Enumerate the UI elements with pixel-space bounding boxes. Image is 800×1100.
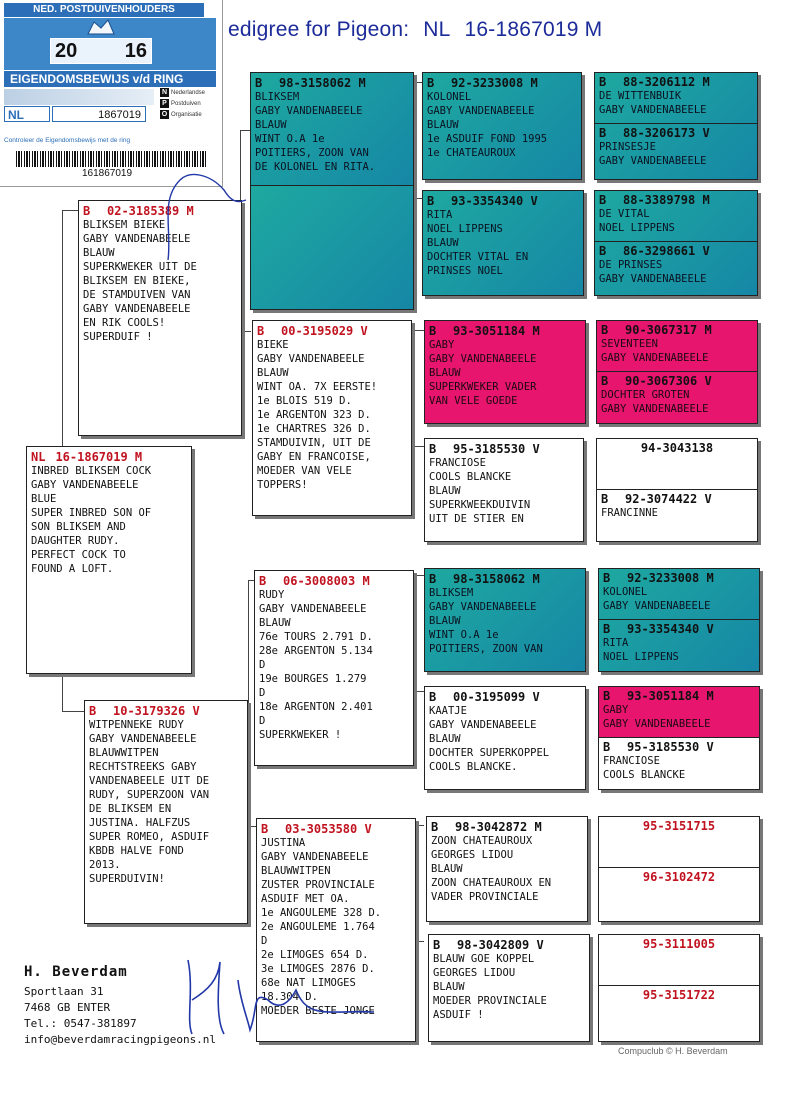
info-line: RUDY, SUPERZOON VAN xyxy=(89,789,210,801)
info-line: STAMDUIVIN, UIT DE xyxy=(257,437,371,449)
ring-number: 98-3042809 V xyxy=(457,938,544,952)
breeder-phone: Tel.: 0547-381897 xyxy=(24,1017,137,1030)
ring-number: 88-3206112 M xyxy=(623,75,710,89)
info-line: VAN VELE GOEDE xyxy=(429,395,518,407)
sex-label: B xyxy=(603,571,611,585)
info-line: GABY VANDENABEELE xyxy=(261,851,369,863)
info-line: MOEDER VAN VELE xyxy=(257,465,352,477)
info-line: 1e CHATEAUROUX xyxy=(427,147,516,159)
info-line: RUDY xyxy=(259,589,285,601)
info-line: D xyxy=(259,659,266,671)
info-line: BLIKSEM BIEKE xyxy=(83,219,166,231)
info-line: BLAUW GOE KOPPEL xyxy=(433,953,535,965)
sex-label: B xyxy=(603,689,611,703)
info-line: 2e ANGOULEME 1.764 xyxy=(261,921,375,933)
info-line: GABY VANDENABEELE xyxy=(89,733,197,745)
info-line: PRINSES NOEL xyxy=(427,265,503,277)
info-line: ZOON CHATEAUROUX xyxy=(431,835,533,847)
info-line: DOCHTER VITAL EN xyxy=(427,251,529,263)
info-line: SEVENTEEN xyxy=(601,338,658,350)
info-line: DE BLIKSEM EN xyxy=(89,803,172,815)
info-line: 1e ANGOULEME 328 D. xyxy=(261,907,382,919)
sex-label: B xyxy=(259,574,267,588)
ring-number: 93-3051184 M xyxy=(453,324,540,338)
info-line: EN RIK COOLS! xyxy=(83,317,166,329)
info-line: BLAUW xyxy=(429,733,461,745)
sex-label: B xyxy=(261,822,269,836)
info-line: GABY VANDENABEELE xyxy=(603,718,711,730)
connector xyxy=(414,575,424,692)
ggp-box xyxy=(422,72,582,180)
g4-pair-box xyxy=(596,320,758,424)
info-line: GABY VANDENABEELE xyxy=(83,233,191,245)
info-line: SUPERKWEKER UIT DE xyxy=(83,261,197,273)
ring-number: 95-3111005 xyxy=(642,937,716,951)
sex-label: B xyxy=(599,75,607,89)
info-line: BLIKSEM xyxy=(255,91,300,103)
g4-pair-box xyxy=(594,72,758,180)
card-ring-number: 1867019 xyxy=(52,106,146,122)
ownership-card xyxy=(0,0,223,187)
info-line: DE PRINSES xyxy=(599,259,663,271)
g4-pair-box xyxy=(598,816,760,922)
info-line: FOUND A LOFT. xyxy=(31,563,114,575)
ring-number: 95-3185530 V xyxy=(453,442,540,456)
g4-pair-box xyxy=(596,438,758,542)
info-line: 19e BOURGES 1.279 xyxy=(259,673,367,685)
info-line: JUSTINA xyxy=(261,837,306,849)
info-line: JUSTINA. HALFZUS xyxy=(89,817,191,829)
info-line: BLAUW xyxy=(433,981,465,993)
ggp-box xyxy=(426,816,588,922)
sex-label: NL xyxy=(31,450,46,464)
lion-emblem-icon xyxy=(84,16,118,38)
info-line: D xyxy=(259,715,266,727)
ring-number: 98-3158062 M xyxy=(279,76,366,90)
breeder-street: Sportlaan 31 xyxy=(24,985,104,998)
teal-filler xyxy=(250,186,414,310)
info-line: PERFECT COCK TO xyxy=(31,549,126,561)
sex-label: B xyxy=(89,704,97,718)
info-line: BLAUW xyxy=(427,237,459,249)
breeder-name: H. Beverdam xyxy=(24,964,128,980)
g4-pair-box xyxy=(598,686,760,790)
sex-label: B xyxy=(427,194,435,208)
info-line: COOLS BLANCKE xyxy=(603,769,686,781)
info-line: RITA xyxy=(603,637,629,649)
info-line: 28e ARGENTON 5.134 xyxy=(259,645,373,657)
info-line: GABY VANDENABEELE xyxy=(83,303,191,315)
sex-label: B xyxy=(599,244,607,258)
npo-line-1: Nederlandse xyxy=(171,90,206,96)
sex-label: B xyxy=(429,324,437,338)
info-line: 18e ARGENTON 2.401 xyxy=(259,701,373,713)
info-line: 2013. xyxy=(89,859,121,871)
info-line: ASDUIF ! xyxy=(433,1009,484,1021)
granddam-paternal-box xyxy=(252,320,412,516)
ring-number: 93-3354340 V xyxy=(451,194,538,208)
page-title xyxy=(228,18,616,42)
sex-label: B xyxy=(83,204,91,218)
ring-number: 93-3051184 M xyxy=(627,689,714,703)
info-line: FRANCINNE xyxy=(601,507,658,519)
info-line: WITPENNEKE RUDY xyxy=(89,719,184,731)
info-line: DE KOLONEL EN RITA. xyxy=(255,161,376,173)
info-line: BLUE xyxy=(31,493,57,505)
info-line: SON BLIKSEM AND xyxy=(31,521,126,533)
card-eigendom: EIGENDOMSBEWIJS v/d RING xyxy=(4,71,216,87)
ring-number: 90-3067306 V xyxy=(625,374,712,388)
info-line: 18.304 D. xyxy=(261,991,318,1003)
card-country: NL xyxy=(4,106,50,122)
title-ring: 16-1867019 M xyxy=(464,18,603,41)
info-line: MOEDER BESTE JONGE xyxy=(261,1005,375,1017)
info-line: UIT DE STIER EN xyxy=(429,513,524,525)
info-line: BLAUW xyxy=(257,367,289,379)
info-line: WINT OA. 7X EERSTE! xyxy=(257,381,378,393)
info-line: BLAUW xyxy=(427,119,459,131)
breeder-city: 7468 GB ENTER xyxy=(24,1001,111,1014)
sex-label: B xyxy=(603,622,611,636)
ring-number: 90-3067317 M xyxy=(625,323,712,337)
info-line: GABY EN FRANCOISE, xyxy=(257,451,371,463)
card-strip xyxy=(4,89,154,105)
info-line: VADER PROVINCIALE xyxy=(431,891,539,903)
sex-label: B xyxy=(429,690,437,704)
info-line: SUPERDUIF ! xyxy=(83,331,153,343)
info-line: DE WITTENBUIK xyxy=(599,90,682,102)
info-line: ASDUIF MET OA. xyxy=(261,893,350,905)
ring-number: 92-3233008 M xyxy=(627,571,714,585)
grandsire-paternal-box xyxy=(250,72,414,186)
info-line: BLAUW xyxy=(429,367,461,379)
info-line: 68e NAT LIMOGES xyxy=(261,977,356,989)
info-line: RITA xyxy=(427,209,453,221)
sex-label: B xyxy=(427,76,435,90)
info-line: DAUGHTER RUDY. xyxy=(31,535,120,547)
info-line: 2e LIMOGES 654 D. xyxy=(261,949,369,961)
ggp-box xyxy=(424,438,584,542)
ring-number: 94-3043138 xyxy=(640,441,714,455)
info-line: TOPPERS! xyxy=(257,479,308,491)
info-line: 76e TOURS 2.791 D. xyxy=(259,631,373,643)
info-line: GABY VANDENABEELE xyxy=(257,353,365,365)
info-line: GABY VANDENABEELE xyxy=(429,353,537,365)
footer-credit: Compuclub © H. Beverdam xyxy=(618,1046,728,1056)
info-line: NOEL LIPPENS xyxy=(599,222,675,234)
breeder-email: info@beverdamracingpigeons.nl xyxy=(24,1033,217,1046)
ring-number: 95-3151715 xyxy=(642,819,716,833)
sex-label: B xyxy=(255,76,263,90)
sex-label: B xyxy=(601,374,609,388)
npo-logo: N Nederlandse P Postduiven O Organisatie xyxy=(161,89,206,118)
info-line: GABY VANDENABEELE xyxy=(259,603,367,615)
ring-number: 10-3179326 V xyxy=(113,704,200,718)
info-line: BLIKSEM EN BIEKE, xyxy=(83,275,191,287)
sex-label: B xyxy=(429,572,437,586)
info-line: GEORGES LIDOU xyxy=(433,967,516,979)
sex-label: B xyxy=(603,740,611,754)
ring-number: 93-3354340 V xyxy=(627,622,714,636)
info-line: GEORGES LIDOU xyxy=(431,849,514,861)
ring-number: 95-3151722 xyxy=(642,988,716,1002)
sex-label: B xyxy=(601,492,609,506)
npo-line-2: Postduiven xyxy=(171,101,201,107)
info-line: ZUSTER PROVINCIALE xyxy=(261,879,375,891)
ggp-box xyxy=(424,686,586,790)
info-line: DOCHTER SUPERKOPPEL xyxy=(429,747,550,759)
info-line: BIEKE xyxy=(257,339,289,351)
info-line: SUPERKWEKER ! xyxy=(259,729,342,741)
info-line: WINT O.A 1e xyxy=(429,629,499,641)
info-line: 1e CHARTRES 326 D. xyxy=(257,423,371,435)
info-line: GABY VANDENABEELE xyxy=(599,104,707,116)
info-line: BLIKSEM xyxy=(429,587,474,599)
info-line: BLAUW xyxy=(431,863,463,875)
info-line: WINT O.A 1e xyxy=(255,133,325,145)
info-line: DOCHTER GROTEN xyxy=(601,389,690,401)
info-line: GABY VANDENABEELE xyxy=(427,105,535,117)
info-line: DE STAMDUIVEN VAN xyxy=(83,289,191,301)
info-line: BLAUW xyxy=(83,247,115,259)
info-line: COOLS BLANCKE xyxy=(429,471,512,483)
ring-number: 98-3158062 M xyxy=(453,572,540,586)
info-line: NOEL LIPPENS xyxy=(427,223,503,235)
grandsire-maternal-box xyxy=(254,570,414,766)
info-line: NOEL LIPPENS xyxy=(603,651,679,663)
info-line: SUPER ROMEO, ASDUIF xyxy=(89,831,210,843)
info-line: GABY VANDENABEELE xyxy=(429,601,537,613)
g4-pair-box xyxy=(598,568,760,672)
info-line: GABY VANDENABEELE xyxy=(601,352,709,364)
ring-number: 00-3195029 V xyxy=(281,324,368,338)
connector xyxy=(414,330,424,447)
card-organisation: NED. POSTDUIVENHOUDERS xyxy=(4,3,204,17)
info-line: KOLONEL xyxy=(603,586,648,598)
sex-label: B xyxy=(599,193,607,207)
ring-number: 06-3008003 M xyxy=(283,574,370,588)
barcode-number: 161867019 xyxy=(82,168,133,179)
ring-number: 00-3195099 V xyxy=(453,690,540,704)
ggp-box xyxy=(422,190,584,296)
sex-label: B xyxy=(601,323,609,337)
dam-box xyxy=(84,700,248,924)
info-line: COOLS BLANCKE. xyxy=(429,761,518,773)
g4-pair-box xyxy=(594,190,758,296)
ring-number: 16-1867019 M xyxy=(55,450,143,464)
ring-number: 95-3185530 V xyxy=(627,740,714,754)
sex-label: B xyxy=(599,126,607,140)
ggp-box xyxy=(424,320,586,424)
sex-label: B xyxy=(431,820,439,834)
info-line: POITIERS, ZOON VAN xyxy=(255,147,369,159)
ring-number: 88-3206173 V xyxy=(623,126,710,140)
info-line: BLAUWWITPEN xyxy=(89,747,159,759)
info-line: GABY VANDENABEELE xyxy=(601,403,709,415)
ring-number: 86-3298661 V xyxy=(623,244,710,258)
card-control-text: Controleer de Eigendomsbewijs met de ring xyxy=(4,137,131,144)
sex-label: B xyxy=(257,324,265,338)
ring-number: 92-3233008 M xyxy=(451,76,538,90)
info-line: D xyxy=(259,687,266,699)
info-line: D xyxy=(261,935,268,947)
info-line: GABY VANDENABEELE xyxy=(599,155,707,167)
info-line: SUPERKWEKER VADER xyxy=(429,381,537,393)
sex-label: B xyxy=(429,442,437,456)
info-line: FRANCIOSE xyxy=(603,755,660,767)
pen-scribble xyxy=(150,160,250,270)
info-line: SUPERDUIVIN! xyxy=(89,873,165,885)
signature xyxy=(178,950,388,1040)
card-year xyxy=(50,38,152,64)
ring-number: 02-3185389 M xyxy=(107,204,194,218)
info-line: BLAUWWITPEN xyxy=(261,865,331,877)
info-line: GABY VANDENABEELE xyxy=(603,600,711,612)
info-line: GABY VANDENABEELE xyxy=(31,479,139,491)
info-line: PRINSESJE xyxy=(599,141,656,153)
info-line: 1e ASDUIF FOND 1995 xyxy=(427,133,548,145)
npo-line-3: Organisatie xyxy=(171,112,202,118)
info-line: BLAUW xyxy=(255,119,287,131)
ring-number: 98-3042872 M xyxy=(455,820,542,834)
ggp-box xyxy=(424,568,586,672)
info-line: BLAUW xyxy=(429,485,461,497)
title-country: NL xyxy=(423,18,451,41)
info-line: GABY VANDENABEELE xyxy=(429,719,537,731)
ring-number: 03-3053580 V xyxy=(285,822,372,836)
ring-number: 88-3389798 M xyxy=(623,193,710,207)
ring-number: 96-3102472 xyxy=(642,870,716,884)
info-line: 1e BLOIS 519 D. xyxy=(257,395,352,407)
ggp-box xyxy=(428,934,590,1042)
info-line: KBDB HALVE FOND xyxy=(89,845,184,857)
pigeon-box xyxy=(26,446,192,674)
info-line: KOLONEL xyxy=(427,91,472,103)
info-line: BLAUW xyxy=(259,617,291,629)
info-line: POITIERS, ZOON VAN xyxy=(429,643,543,655)
year-right: 16 xyxy=(124,40,147,62)
ring-number: 92-3074422 V xyxy=(625,492,712,506)
year-left: 20 xyxy=(55,40,78,62)
info-line: SUPER INBRED SON OF xyxy=(31,507,152,519)
info-line: ZOON CHATEAUROUX EN xyxy=(431,877,552,889)
info-line: KAATJE xyxy=(429,705,467,717)
info-line: MOEDER PROVINCIALE xyxy=(433,995,547,1007)
info-line: RECHTSTREEKS GABY xyxy=(89,761,197,773)
g4-pair-box xyxy=(598,934,760,1042)
title-prefix: edigree for Pigeon: xyxy=(228,18,410,41)
info-line: GABY xyxy=(603,704,629,716)
info-line: 3e LIMOGES 2876 D. xyxy=(261,963,375,975)
info-line: VANDENABEELE UIT DE xyxy=(89,775,210,787)
info-line: BLAUW xyxy=(429,615,461,627)
info-line: SUPERKWEEKDUIVIN xyxy=(429,499,531,511)
info-line: GABY xyxy=(429,339,455,351)
info-line: FRANCIOSE xyxy=(429,457,486,469)
info-line: GABY VANDENABEELE xyxy=(255,105,363,117)
info-line: GABY VANDENABEELE xyxy=(599,273,707,285)
info-line: DE VITAL xyxy=(599,208,650,220)
info-line: 1e ARGENTON 323 D. xyxy=(257,409,371,421)
info-line: INBRED BLIKSEM COCK xyxy=(31,465,152,477)
sex-label: B xyxy=(433,938,441,952)
